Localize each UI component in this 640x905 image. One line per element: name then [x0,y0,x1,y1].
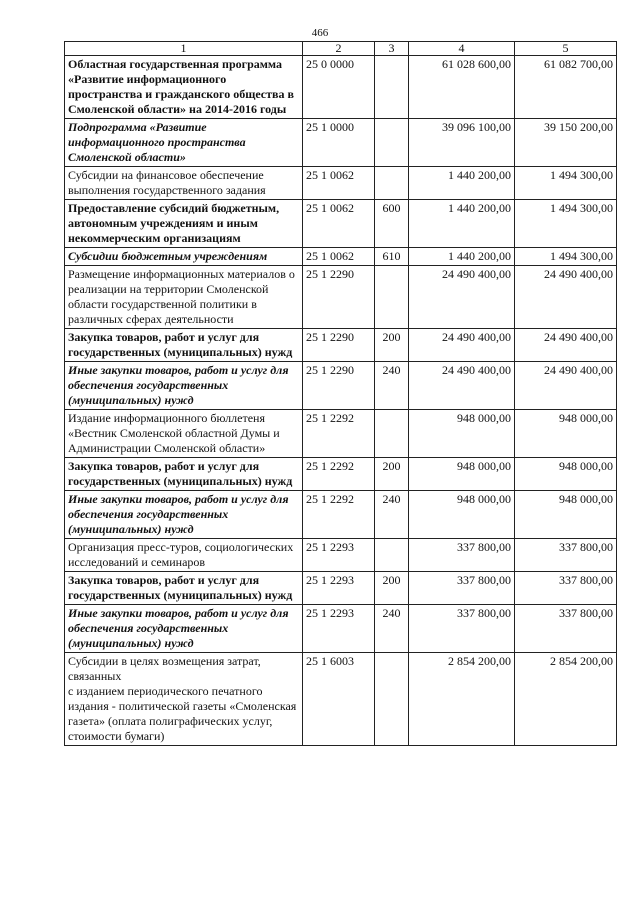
row-name: Иные закупки товаров, работ и услуг для обеспечения государственных (муниципальных) нужд [65,605,303,653]
table-row [65,458,617,491]
table-body [65,56,617,746]
table-row [65,167,617,200]
row-name [65,653,303,746]
row-name: Субсидии бюджетным учреждениям [65,248,303,266]
row-name: Субсидии на финансовое обеспечение выполнения государственного задания [65,167,303,200]
row-sum-2016: 24 490 400,00 [515,329,617,362]
table-row [65,572,617,605]
row-sum-2016: 337 800,00 [515,605,617,653]
row-name: Закупка товаров, работ и услуг для государственных (муниципальных) нужд [65,458,303,491]
row-sum-2016: 1 494 300,00 [515,200,617,248]
row-expense-type [375,56,409,119]
header-row [65,42,617,56]
row-expense-type [375,410,409,458]
row-sum-2016: 948 000,00 [515,410,617,458]
row-sum-2015: 24 490 400,00 [409,362,515,410]
row-name-line: Субсидии в целях возмещения затрат, связанных [68,654,261,683]
row-target-code: 25 1 2293 [303,539,375,572]
row-sum-2015: 948 000,00 [409,410,515,458]
row-sum-2016: 39 150 200,00 [515,119,617,167]
row-expense-type: 240 [375,605,409,653]
row-target-code: 25 1 0062 [303,248,375,266]
header-col-2: 2 [303,42,375,56]
row-sum-2015: 337 800,00 [409,605,515,653]
row-name: Закупка товаров, работ и услуг для государственных (муниципальных) нужд [65,572,303,605]
row-name: Областная государственная программа «Развитие информационного пространства и гражданского общества в Смоленской области» на 2014-2016 годы [65,56,303,119]
row-expense-type: 200 [375,329,409,362]
row-target-code: 25 1 0062 [303,200,375,248]
row-expense-type [375,119,409,167]
row-sum-2015: 39 096 100,00 [409,119,515,167]
table-row [65,329,617,362]
row-expense-type: 610 [375,248,409,266]
row-name: Закупка товаров, работ и услуг для государственных (муниципальных) нужд [65,329,303,362]
row-target-code: 25 1 2290 [303,329,375,362]
row-sum-2015: 337 800,00 [409,539,515,572]
table-row [65,56,617,119]
row-name: Размещение информационных материалов о реализации на территории Смоленской области государственной политики в различных сферах деятельности [65,266,303,329]
row-sum-2015: 337 800,00 [409,572,515,605]
row-sum-2015: 61 028 600,00 [409,56,515,119]
row-sum-2016: 1 494 300,00 [515,167,617,200]
row-expense-type [375,266,409,329]
table-row [65,410,617,458]
row-sum-2016: 337 800,00 [515,539,617,572]
row-target-code: 25 1 2293 [303,572,375,605]
row-expense-type: 240 [375,362,409,410]
budget-table [64,41,617,746]
row-target-code: 25 1 2292 [303,491,375,539]
row-sum-2015: 1 440 200,00 [409,200,515,248]
row-name: Предоставление субсидий бюджетным, автономным учреждениям и иным некоммерческим организациям [65,200,303,248]
row-target-code: 25 1 6003 [303,653,375,746]
row-target-code: 25 1 2290 [303,362,375,410]
row-sum-2016: 24 490 400,00 [515,266,617,329]
table-row [65,539,617,572]
row-name: Организация пресс-туров, социологических исследований и семинаров [65,539,303,572]
table-row [65,119,617,167]
row-sum-2016: 1 494 300,00 [515,248,617,266]
row-expense-type [375,653,409,746]
row-name: Подпрограмма «Развитие информационного пространства Смоленской области» [65,119,303,167]
row-sum-2015: 2 854 200,00 [409,653,515,746]
row-sum-2016: 24 490 400,00 [515,362,617,410]
table-row [65,266,617,329]
row-sum-2015: 948 000,00 [409,458,515,491]
row-sum-2016: 337 800,00 [515,572,617,605]
row-target-code: 25 1 0062 [303,167,375,200]
table-row [65,248,617,266]
row-name: Издание информационного бюллетеня «Вестник Смоленской областной Думы и Администрации Смоленской области» [65,410,303,458]
row-target-code: 25 1 2290 [303,266,375,329]
table-row [65,605,617,653]
header-col-4: 4 [409,42,515,56]
row-sum-2016: 948 000,00 [515,491,617,539]
table-row [65,200,617,248]
row-name-line: с изданием периодического печатного издания - политической газеты «Смоленская газета» (оплата полиграфических услуг, стоимости бумаги) [68,684,297,743]
row-expense-type: 240 [375,491,409,539]
row-sum-2015: 1 440 200,00 [409,167,515,200]
row-expense-type: 200 [375,572,409,605]
row-target-code: 25 0 0000 [303,56,375,119]
row-expense-type [375,167,409,200]
header-col-5: 5 [515,42,617,56]
row-target-code: 25 1 2292 [303,458,375,491]
row-sum-2016: 948 000,00 [515,458,617,491]
table-row [65,491,617,539]
row-sum-2016: 61 082 700,00 [515,56,617,119]
header-col-1: 1 [65,42,303,56]
row-target-code: 25 1 2293 [303,605,375,653]
row-expense-type [375,539,409,572]
table-row [65,653,617,746]
row-sum-2015: 24 490 400,00 [409,329,515,362]
row-target-code: 25 1 0000 [303,119,375,167]
row-name: Иные закупки товаров, работ и услуг для обеспечения государственных (муниципальных) нужд [65,362,303,410]
row-sum-2015: 948 000,00 [409,491,515,539]
table-row [65,362,617,410]
row-expense-type: 200 [375,458,409,491]
header-col-3: 3 [375,42,409,56]
row-expense-type: 600 [375,200,409,248]
row-sum-2015: 24 490 400,00 [409,266,515,329]
row-sum-2016: 2 854 200,00 [515,653,617,746]
page-number: 466 [311,27,329,39]
row-name: Иные закупки товаров, работ и услуг для обеспечения государственных (муниципальных) нужд [65,491,303,539]
row-sum-2015: 1 440 200,00 [409,248,515,266]
row-target-code: 25 1 2292 [303,410,375,458]
